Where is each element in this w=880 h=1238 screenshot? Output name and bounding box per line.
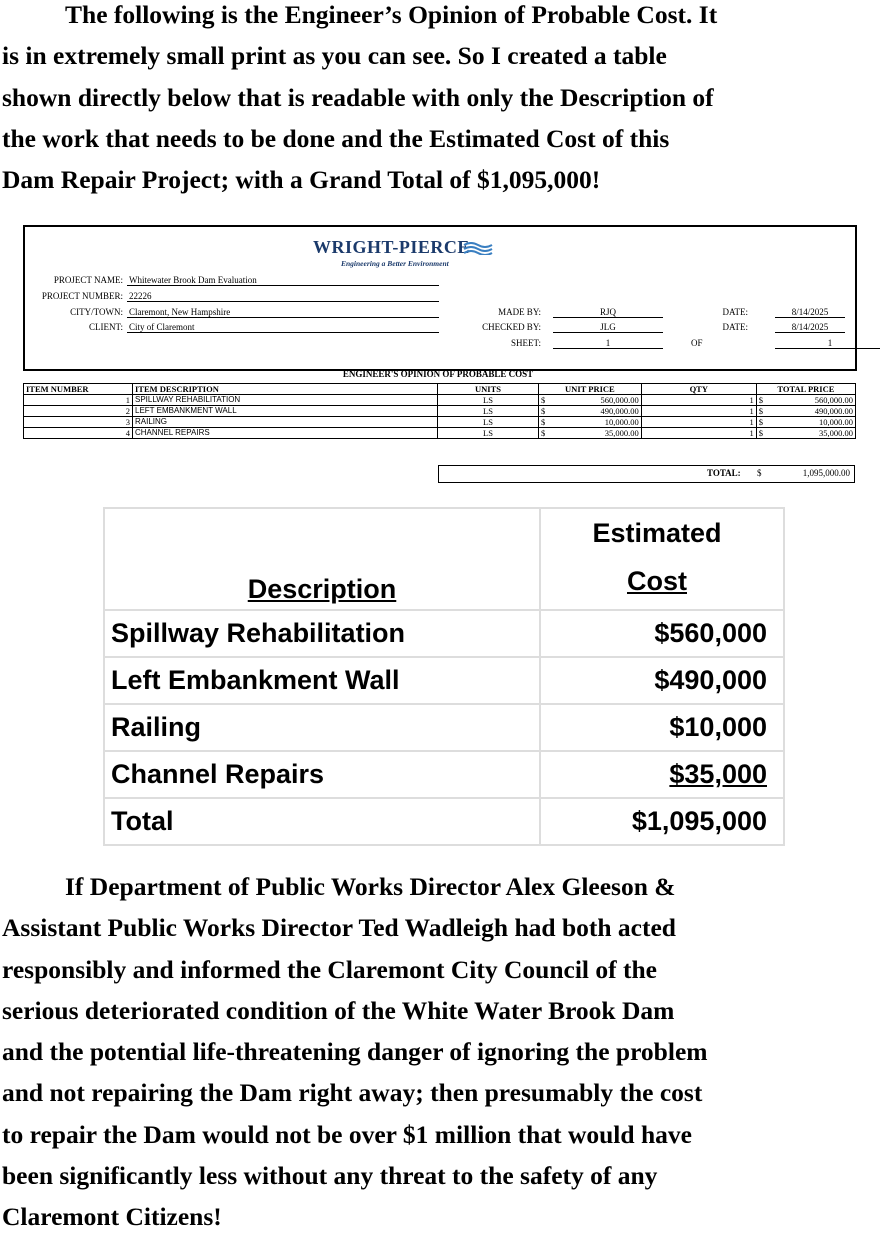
currency-sign: $ (756, 406, 771, 417)
currency-sign: $ (539, 417, 554, 428)
unit-price: 490,000.00 (553, 406, 641, 417)
summary-row (104, 657, 784, 704)
description-header (104, 508, 540, 610)
cost-header-line2: Cost (627, 566, 687, 596)
summary-description: Channel Repairs (104, 751, 540, 798)
item-description: RAILING (133, 417, 438, 428)
outro-line: Claremont Citizens! (2, 1202, 222, 1232)
item-qty: 1 (641, 428, 756, 439)
intro-line: is in extremely small print as you can see. So I created a table (2, 41, 667, 71)
summary-cost: $490,000 (540, 657, 784, 704)
item-units: LS (438, 428, 539, 439)
outro-line: Assistant Public Works Director Ted Wadleigh had both acted (2, 913, 676, 943)
item-number: 3 (24, 417, 133, 428)
intro-line: the work that needs to be done and the Estimated Cost of this (2, 123, 670, 153)
unit-price: 35,000.00 (553, 428, 641, 439)
cost-table (23, 383, 856, 439)
field-label: PROJECT NAME: (53, 275, 123, 285)
date-value: 8/14/2025 (775, 322, 845, 333)
outro-line: and not repairing the Dam right away; then presumably the cost (2, 1078, 703, 1108)
outro-paragraph (2, 866, 880, 1238)
column-header: QTY (641, 384, 756, 395)
table-row (24, 417, 856, 428)
summary-description: Left Embankment Wall (104, 657, 540, 704)
summary-cost (540, 751, 784, 798)
form-heading: ENGINEER'S OPINION OF PROBABLE COST (342, 369, 534, 379)
currency-sign: $ (539, 428, 554, 439)
sheet-label: SHEET: (510, 338, 541, 348)
table-row (24, 395, 856, 406)
unit-price: 560,000.00 (553, 395, 641, 406)
column-header: UNITS (438, 384, 539, 395)
summary-header-row (104, 508, 784, 610)
item-number: 4 (24, 428, 133, 439)
column-header: UNIT PRICE (539, 384, 642, 395)
currency-sign: $ (757, 468, 762, 478)
date-label: DATE: (722, 322, 748, 332)
intro-line: The following is the Engineer’s Opinion of Probable Cost. It (65, 0, 718, 29)
item-qty: 1 (641, 417, 756, 428)
wright-pierce-logo (313, 237, 470, 268)
outro-line: been significantly less without any threat to the safety of any (2, 1161, 658, 1191)
currency-sign: $ (539, 406, 554, 417)
table-row (24, 428, 856, 439)
field-label: PROJECT NUMBER: (41, 291, 123, 301)
summary-row (104, 610, 784, 657)
description-header-text: Description (247, 574, 397, 604)
summary-description: Spillway Rehabilitation (104, 610, 540, 657)
item-units: LS (438, 417, 539, 428)
summary-cost-value: $35,000 (669, 759, 767, 789)
logo-tagline: Engineering a Better Environment (341, 259, 449, 268)
summary-cost: $1,095,000 (540, 798, 784, 845)
currency-sign: $ (756, 417, 771, 428)
summary-cost: $10,000 (540, 704, 784, 751)
field-label: CLIENT: (88, 322, 123, 332)
outro-line: to repair the Dam would not be over $1 million that would have (2, 1119, 692, 1149)
total-price: 10,000.00 (771, 417, 856, 428)
total-price: 560,000.00 (771, 395, 856, 406)
outro-line: serious deteriorated condition of the White Water Brook Dam (2, 995, 675, 1025)
item-description: CHANNEL REPAIRS (133, 428, 438, 439)
total-value: 1,095,000.00 (802, 468, 850, 478)
currency-sign: $ (539, 395, 554, 406)
table-row (24, 406, 856, 417)
summary-description: Railing (104, 704, 540, 751)
table-header-row (24, 384, 856, 395)
made-by-value: RJQ (553, 307, 663, 318)
date-value: 8/14/2025 (775, 307, 845, 318)
column-header: TOTAL PRICE (756, 384, 855, 395)
logo-text: WRIGHT-PIERCE (313, 237, 470, 257)
total-price: 35,000.00 (771, 428, 856, 439)
checked-by-value: JLG (553, 322, 663, 333)
item-qty: 1 (641, 406, 756, 417)
total-label: TOTAL: (707, 468, 741, 478)
of-label: OF (691, 338, 703, 348)
field-label: CITY/TOWN: (70, 307, 123, 317)
date-label: DATE: (722, 307, 748, 317)
summary-row (104, 704, 784, 751)
currency-sign: $ (756, 428, 771, 439)
intro-line: shown directly below that is readable with only the Description of (2, 82, 714, 112)
summary-table (103, 507, 785, 846)
item-number: 2 (24, 406, 133, 417)
intro-paragraph (2, 0, 880, 200)
summary-row (104, 751, 784, 798)
field-value: 22226 (127, 291, 439, 302)
item-qty: 1 (641, 395, 756, 406)
of-value: 1 (775, 338, 880, 349)
item-units: LS (438, 395, 539, 406)
total-price: 490,000.00 (771, 406, 856, 417)
summary-description: Total (104, 798, 540, 845)
outro-line: If Department of Public Works Director Alex Gleeson & (65, 872, 676, 901)
item-number: 1 (24, 395, 133, 406)
summary-cost: $560,000 (540, 610, 784, 657)
cost-header (540, 508, 784, 610)
item-description: LEFT EMBANKMENT WALL (133, 406, 438, 417)
unit-price: 10,000.00 (553, 417, 641, 428)
field-value: Claremont, New Hampshire (127, 307, 439, 318)
field-value: City of Claremont (127, 322, 439, 333)
field-value: Whitewater Brook Dam Evaluation (127, 275, 439, 286)
cost-header-line1: Estimated (592, 518, 722, 548)
currency-sign: $ (756, 395, 771, 406)
intro-line: Dam Repair Project; with a Grand Total of $1,095,000! (2, 165, 601, 195)
item-description: SPILLWAY REHABILITATION (133, 395, 438, 406)
summary-total-row (104, 798, 784, 845)
item-units: LS (438, 406, 539, 417)
wave-icon (463, 241, 493, 255)
column-header: ITEM NUMBER (24, 384, 133, 395)
total-box (438, 465, 855, 483)
column-header: ITEM DESCRIPTION (133, 384, 438, 395)
checked-by-label: CHECKED BY: (482, 322, 541, 332)
sheet-value: 1 (553, 338, 663, 349)
cost-opinion-form (23, 225, 856, 483)
outro-line: responsibly and informed the Claremont City Council of the (2, 954, 657, 984)
outro-line: and the potential life-threatening danger of ignoring the problem (2, 1037, 708, 1067)
made-by-label: MADE BY: (498, 307, 541, 317)
